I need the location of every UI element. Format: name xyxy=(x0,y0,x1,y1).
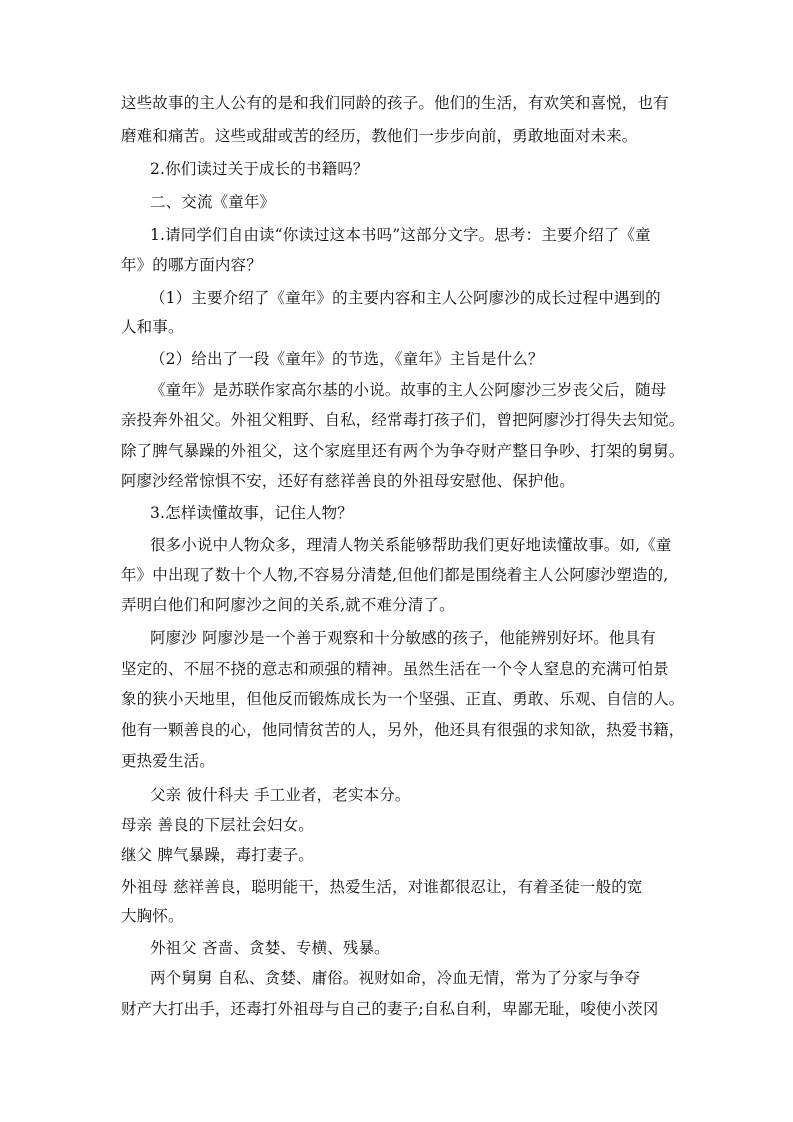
text-line: 阿廖沙 阿廖沙是一个善于观察和十分敏感的孩子，他能辨别好坏。他具有 xyxy=(150,629,656,647)
text-line: 1.请同学们自由读“你读过这本书吗”这部分文字。思考：主要介绍了《童 xyxy=(150,226,651,244)
text-line: 人和事。 xyxy=(121,318,184,336)
text-line: 年》的哪方面内容？ xyxy=(121,256,262,274)
character-entry: 两个舅舅 自私、贪婪、庸俗。视财如命，冷血无情，常为了分家与争夺 xyxy=(150,969,641,987)
text-line: 磨难和痛苦。这些或甜或苦的经历，教他们一步步向前，勇敢地面对未来。 xyxy=(121,127,638,145)
text-line: 这些故事的主人公有的是和我们同龄的孩子。他们的生活，有欢笑和喜悦，也有 xyxy=(121,94,669,112)
text-line: 大胸怀。 xyxy=(121,907,184,925)
text-line: 弄明白他们和阿廖沙之间的关系,就不难分清了。 xyxy=(121,596,455,614)
text-line: 财产大打出手，还毒打外祖母与自己的妻子;自私自利，卑鄙无耻，唆使小茨冈 xyxy=(121,1000,659,1018)
section-heading: 二、交流《童年》 xyxy=(150,193,276,211)
character-entry: 外祖母 慈祥善良，聪明能干，热爱生活，对谁都很忍让，有着圣徒一般的宽 xyxy=(121,878,643,896)
text-line: 2.你们读过关于成长的书籍吗？ xyxy=(150,160,369,178)
text-line: 年》中出现了数十个人物,不容易分清楚,但他们都是围绕着主人公阿廖沙塑造的, xyxy=(121,566,669,584)
text-line: 3.怎样读懂故事，记住人物？ xyxy=(150,504,353,522)
text-line: 象的狭小天地里，但他反而锻炼成长为一个坚强、正直、勇敢、乐观、自信的人。 xyxy=(121,690,685,708)
character-entry: 父亲 彼什科夫 手工业者，老实本分。 xyxy=(150,786,411,804)
text-line: 他有一颗善良的心，他同情贫苦的人，另外，他还具有很强的求知欲，热爱书籍， xyxy=(121,721,685,739)
text-line: 阿廖沙经常惊惧不安，还好有慈祥善良的外祖母安慰他、保护他。 xyxy=(121,472,575,490)
character-entry: 继父 脾气暴躁，毒打妻子。 xyxy=(121,846,314,864)
text-line: 《童年》是苏联作家高尔基的小说。故事的主人公阿廖沙三岁丧父后，随母 xyxy=(150,381,667,399)
text-line: 坚定的、不屈不挠的意志和顽强的精神。虽然生活在一个令人窒息的充满可怕景 xyxy=(121,660,669,678)
character-entry: 母亲 善良的下层社会妇女。 xyxy=(121,816,314,834)
text-line: （2）给出了一段《童年》的节选，《童年》主旨是什么？ xyxy=(150,350,544,368)
text-line: 更热爱生活。 xyxy=(121,752,215,770)
character-entry: 外祖父 吝啬、贪婪、专横、残暴。 xyxy=(150,939,390,957)
text-line: 亲投奔外祖父。外祖父粗野、自私，经常毒打孩子们，曾把阿廖沙打得失去知觉。 xyxy=(121,411,685,429)
text-line: （1）主要介绍了《童年》的主要内容和主人公阿廖沙的成长过程中遇到的 xyxy=(150,289,661,307)
text-line: 很多小说中人物众多，理清人物关系能够帮助我们更好地读懂故事。如,《童 xyxy=(150,536,672,554)
text-line: 除了脾气暴躁的外祖父，这个家庭里还有两个为争夺财产整日争吵、打架的舅舅。 xyxy=(121,442,685,460)
